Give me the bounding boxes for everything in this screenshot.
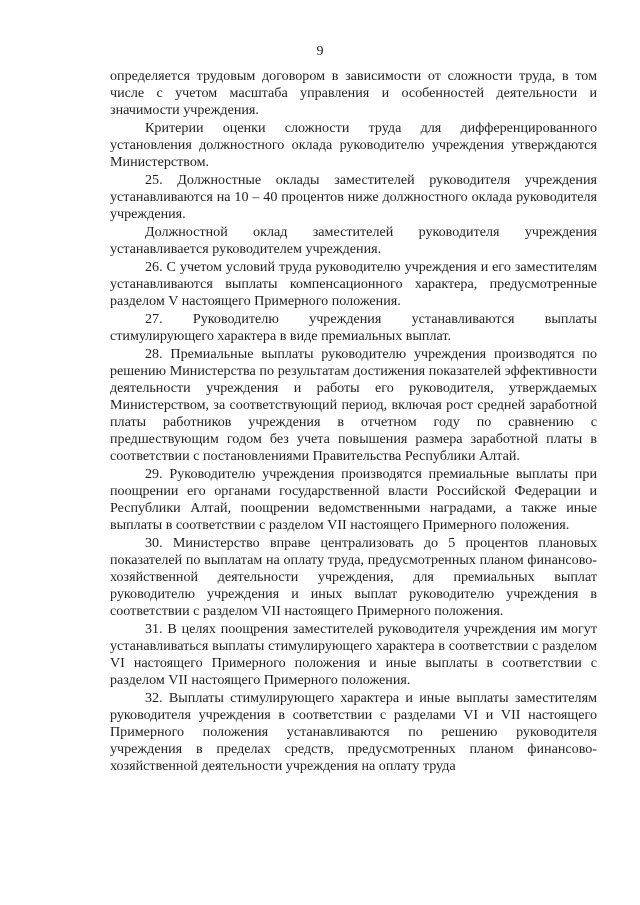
paragraph-26: 26. С учетом условий труда руководителю учреждения и его заместителям устанавливаются выплаты компенсационного характера, предусмотренные разделом V настоящего Примерного положения. <box>110 259 597 309</box>
paragraph-32: 32. Выплаты стимулирующего характера и иные выплаты заместителям руководителя учреждения в соответствии с разделами VI и VII настоящего Примерного положения устанавливаются по решению руководителя учреждения в пределах средств, предусмотренных планом финансово-хозяйственной деятельности учреждения на оплату труда <box>110 690 597 774</box>
document-body <box>110 68 597 776</box>
paragraph-30: 30. Министерство вправе централизовать до 5 процентов плановых показателей по выплатам на оплату труда, предусмотренных планом финансово-хозяйственной деятельности учреждения, для премиальных выплат руководителю учреждения и иных выплат руководителю учреждения в соответствии с разделом VII настоящего Примерного положения. <box>110 535 597 619</box>
page-number: 9 <box>316 44 324 59</box>
paragraph-continuation: определяется трудовым договором в зависимости от сложности труда, в том числе с учетом масштаба управления и особенностей деятельности и значимости учреждения. <box>110 68 597 118</box>
paragraph-deputy-salary: Должностной оклад заместителей руководителя учреждения устанавливается руководителем учреждения. <box>110 224 597 257</box>
paragraph-28: 28. Премиальные выплаты руководителю учреждения производятся по решению Министерства по результатам достижения показателей эффективности деятельности учреждения и работы его руководителя, утверждаемых Министерством, за соответствующий период, включая рост средней заработной платы работников учреждения в отчетном году по сравнению с предшествующим годом без учета повышения размера заработной платы в соответствии с постановлениями Правительства Республики Алтай. <box>110 346 597 464</box>
paragraph-criteria: Критерии оценки сложности труда для дифференцированного установления должностного оклада руководителю учреждения утверждаются Министерством. <box>110 120 597 170</box>
paragraph-31: 31. В целях поощрения заместителей руководителя учреждения им могут устанавливаться выплаты стимулирующего характера в соответствии с разделом VI настоящего Примерного положения и иные выплаты в соответствии с разделом VII настоящего Примерного положения. <box>110 621 597 688</box>
paragraph-25: 25. Должностные оклады заместителей руководителя учреждения устанавливаются на 10 – 40 процентов ниже должностного оклада руководителя учреждения. <box>110 172 597 222</box>
paragraph-29: 29. Руководителю учреждения производятся премиальные выплаты при поощрении его органами государственной власти Российской Федерации и Республики Алтай, поощрении ведомственными наградами, а также иные выплаты в соответствии с разделом VII настоящего Примерного положения. <box>110 466 597 533</box>
paragraph-27: 27. Руководителю учреждения устанавливаются выплаты стимулирующего характера в виде премиальных выплат. <box>110 311 597 344</box>
